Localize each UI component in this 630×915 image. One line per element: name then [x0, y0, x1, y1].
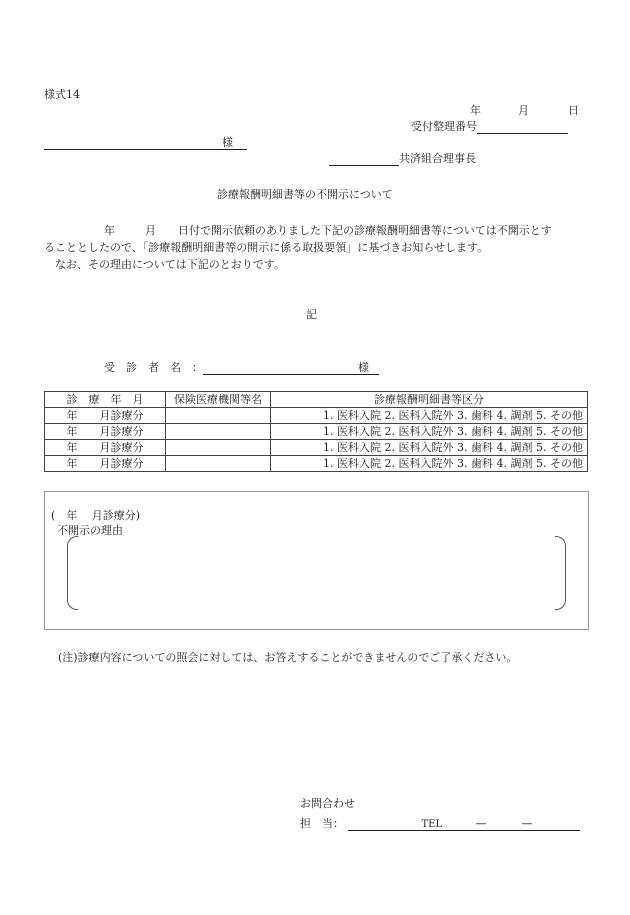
header-period: 診 療 年 月: [45, 392, 166, 408]
patient-suffix: 様: [358, 361, 379, 375]
left-bracket: [67, 536, 78, 610]
reason-text-area[interactable]: [81, 538, 551, 606]
tel-dash-1: —: [475, 817, 487, 830]
header-institution: 保険医療機関等名: [166, 392, 271, 408]
sender-name: 共済組合理事長: [399, 152, 476, 165]
row-categories[interactable]: 1. 医科入院 2. 医科入院外 3. 歯科 4. 調剤 5. その他: [271, 408, 588, 424]
body-line-3: なお、その理由については下記のとおりです。: [55, 258, 285, 271]
body-month: 月: [145, 224, 156, 237]
reason-period: ( 年 月診療分): [51, 509, 141, 522]
date-month-label: 月: [518, 104, 529, 117]
addressee-suffix: 様: [222, 136, 247, 150]
table-header-row: [45, 392, 588, 408]
row-institution[interactable]: [166, 408, 271, 424]
table-row: [45, 424, 588, 440]
receipt-number-row: [411, 118, 568, 134]
row-categories[interactable]: 1. 医科入院 2. 医科入院外 3. 歯科 4. 調剤 5. その他: [271, 424, 588, 440]
table-row: [45, 408, 588, 424]
reason-label: 不開示の理由: [57, 524, 123, 537]
tel-dash-2: —: [521, 817, 533, 830]
form-id: 様式14: [44, 88, 80, 101]
header-categories: 診療報酬明細書等区分: [271, 392, 588, 408]
claims-table: [44, 391, 588, 472]
sender-row: [329, 150, 476, 166]
contact-row: [300, 815, 580, 831]
contact-heading: お問合わせ: [300, 797, 355, 810]
addressee-field[interactable]: [44, 137, 222, 150]
body-line-2: ることとしたので、「診療報酬明細書等の開示に係る取扱要領」に基づきお知らせします。: [44, 241, 489, 254]
table-row: [45, 440, 588, 456]
reason-box: [44, 491, 589, 630]
date-day-label: 日: [568, 104, 579, 117]
sender-prefix-field[interactable]: [329, 153, 399, 166]
patient-name-label: 受 診 者 名 ：: [104, 361, 203, 374]
body-line-1-text: 日付で開示依頼のありました下記の診療報酬明細書等については不開示とす: [178, 224, 552, 237]
row-categories[interactable]: 1. 医科入院 2. 医科入院外 3. 歯科 4. 調剤 5. その他: [271, 456, 588, 472]
row-period[interactable]: 年 月診療分: [45, 440, 166, 456]
row-institution[interactable]: [166, 440, 271, 456]
document-title: 診療報酬明細書等の不開示について: [217, 188, 393, 201]
receipt-number-field[interactable]: [477, 121, 568, 134]
row-period[interactable]: 年 月診療分: [45, 424, 166, 440]
patient-name-row: [104, 359, 379, 375]
receipt-number-label: 受付整理番号: [411, 120, 477, 133]
row-period[interactable]: 年 月診療分: [45, 456, 166, 472]
right-bracket: [555, 536, 566, 610]
row-period[interactable]: 年 月診療分: [45, 408, 166, 424]
table-row: [45, 456, 588, 472]
patient-name-field[interactable]: [203, 362, 358, 375]
row-institution[interactable]: [166, 456, 271, 472]
tel-label: TEL: [421, 819, 443, 830]
note-text: (注)診療内容についての照会に対しては、お答えすることができませんのでご了承ください。: [58, 651, 518, 664]
body-year: 年: [104, 224, 115, 237]
addressee-row: [44, 134, 247, 150]
date-year-label: 年: [470, 104, 481, 117]
body-line-1: [44, 222, 552, 238]
row-institution[interactable]: [166, 424, 271, 440]
row-categories[interactable]: 1. 医科入院 2. 医科入院外 3. 歯科 4. 調剤 5. その他: [271, 440, 588, 456]
contact-field[interactable]: [348, 818, 580, 831]
person-label: 担 当：: [300, 817, 344, 830]
ki-heading: 記: [306, 308, 317, 321]
